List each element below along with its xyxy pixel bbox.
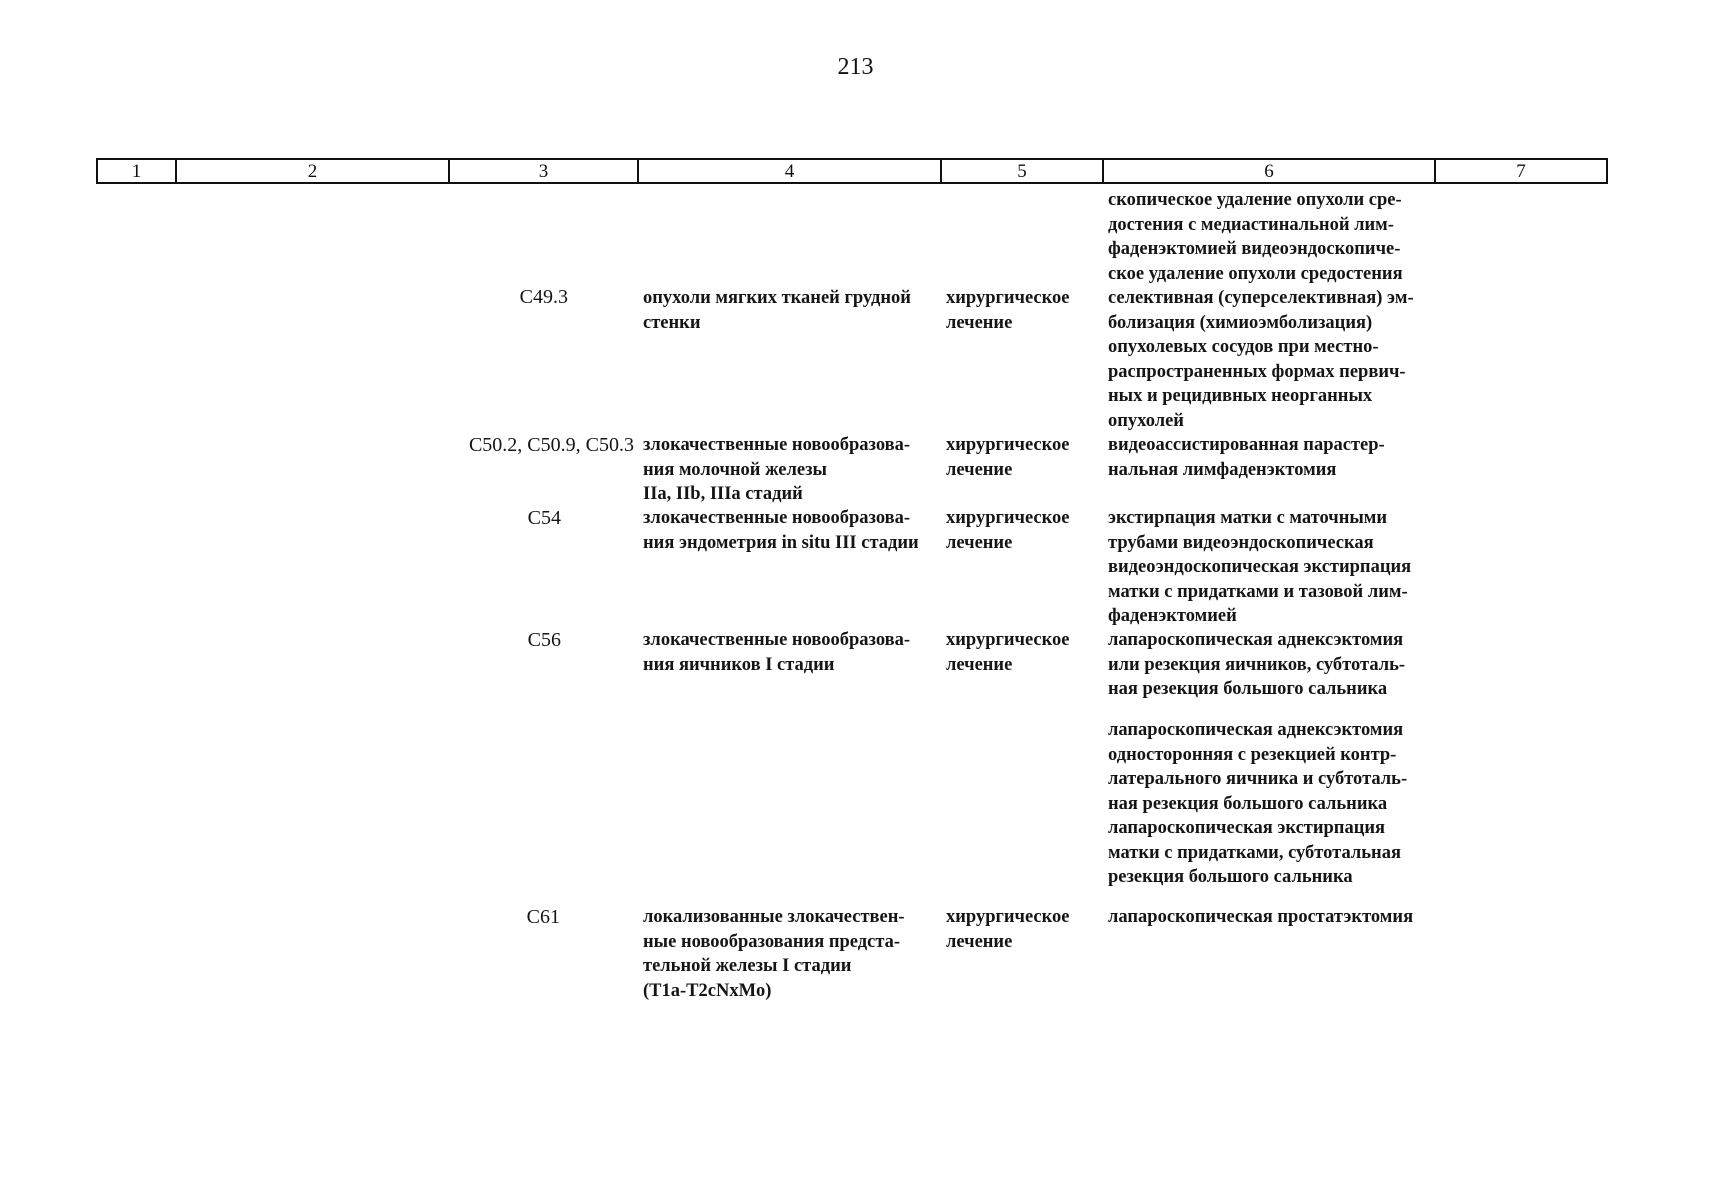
row-diagnosis-c50: злокачественные новообразова- ния молочной железы IIa, IIb, IIIa стадий [643,435,911,504]
row-code-c54: C54 [527,507,561,529]
row-method-c61: лапароскопическая простатэктомия [1108,907,1414,927]
header-col-1: 1 [98,160,177,182]
row-method-c54: экстирпация матки с маточными трубами видеоэндоскопическая видеоэндоскопическая экстирпация матки с придатками и тазовой лим- фаденэктомией [1108,508,1412,626]
header-col-2: 2 [177,160,450,182]
header-col-6: 6 [1104,160,1436,182]
row-method-c49-3: селективная (суперселективная) эм- болизация (химиоэмболизация) опухолевых сосудов при местно- распространенных формах первич- ных и рецидивных неорганных опухолей [1108,288,1414,431]
header-col-7: 7 [1516,161,1526,182]
header-col-5: 5 [942,160,1104,182]
row-code-c50: C50.2, C50.9, C50.3 [468,434,634,456]
row-method-c50: видеоассистированная парастер- нальная лимфаденэктомия [1108,435,1385,480]
header-col-3: 3 [450,160,639,182]
method-continuation: скопическое удаление опухоли сре- достения с медиастинальной лим- фаденэктомией видеоэндоскопиче- ское удаление опухоли средостения [1108,190,1403,284]
row-diagnosis-c49-3: опухоли мягких тканей грудной стенки [643,288,911,333]
row-diagnosis-c56: злокачественные новообразова- ния яичников I стадии [643,630,911,675]
row-code-c49-3: C49.3 [519,286,568,308]
row-code-c61: C61 [526,906,560,928]
row-treatment-c61: хирургическое лечение [946,907,1070,952]
row-method-c56-extra: лапароскопическая аднексэктомия односторонняя с резекцией контр- латерального яичника и субтоталь- ная резекция большого сальника лапароскопическая экстирпация матки с придатками, субтотальная резекция большого сальника [1108,720,1408,887]
header-col-4: 4 [639,160,942,182]
row-code-c56: C56 [527,629,561,651]
row-treatment-c54: хирургическое лечение [946,508,1070,553]
row-treatment-c56: хирургическое лечение [946,630,1070,675]
page-number: 213 [837,54,874,80]
row-method-c56: лапароскопическая аднексэктомия или резекция яичников, субтоталь- ная резекция большого сальника [1108,630,1406,699]
row-diagnosis-c54: злокачественные новообразова- ния эндометрия in situ III стадии [643,508,919,553]
row-treatment-c49-3: хирургическое лечение [946,288,1070,333]
row-treatment-c50: хирургическое лечение [946,435,1070,480]
row-diagnosis-c61: локализованные злокачествен- ные новообразования предста- тельной железы I стадии (T1a-T2cNxMo) [643,907,905,1001]
